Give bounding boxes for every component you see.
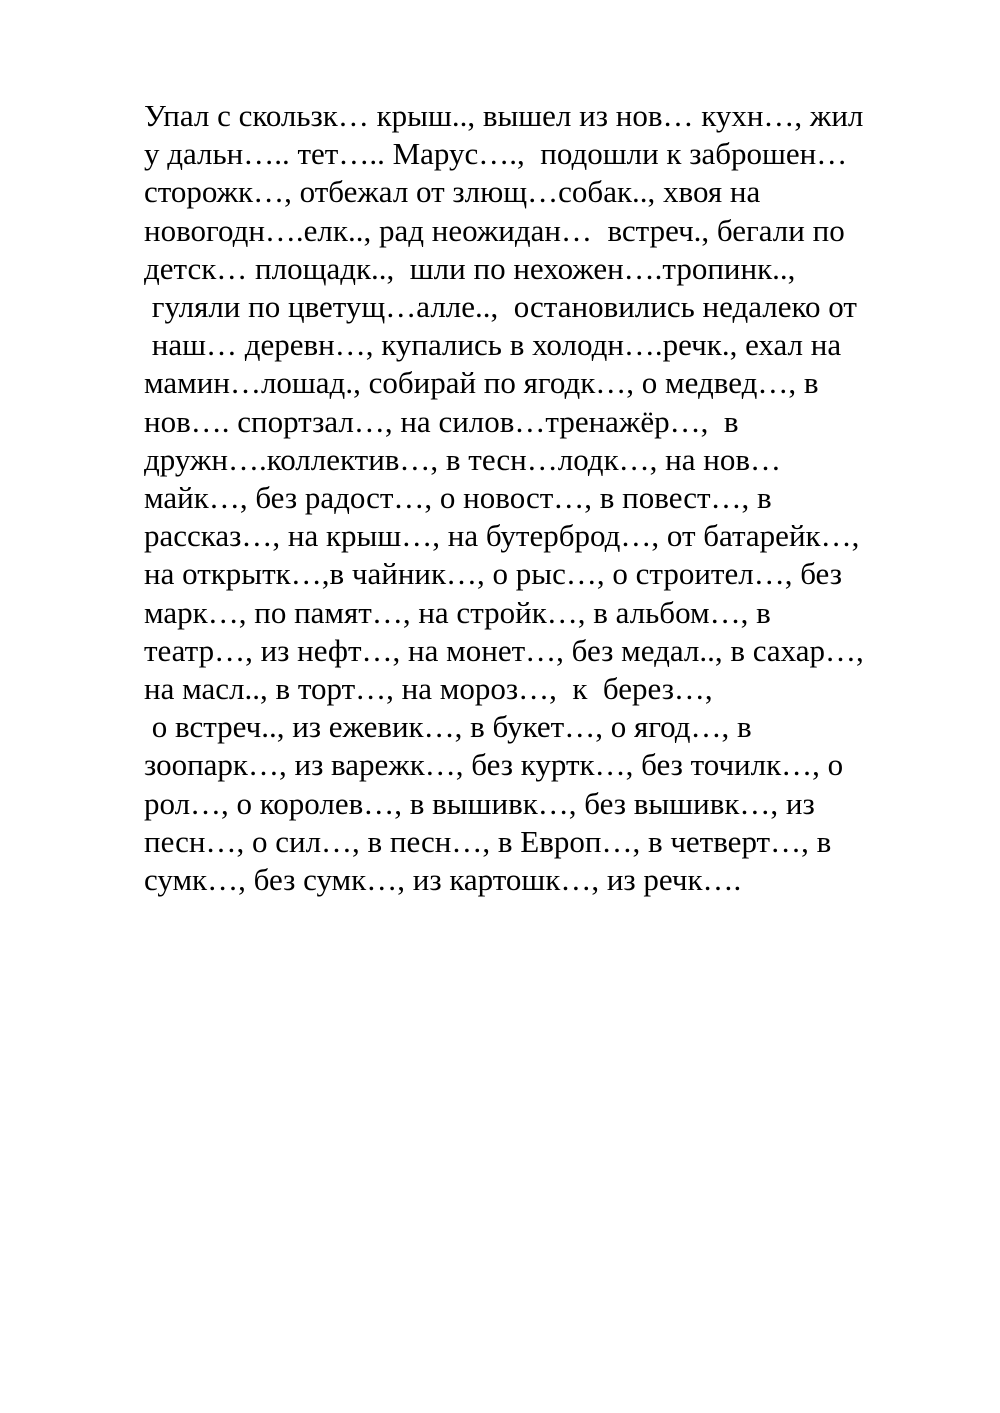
text-line: сумк…, без сумк…, из картошк…, из речк…. [144, 862, 742, 898]
text-line: зоопарк…, из варежк…, без куртк…, без точилк…, о [144, 747, 844, 783]
text-line: на масл.., в торт…, на мороз…, к берез…, [144, 671, 713, 707]
text-line: дружн….коллектив…, в тесн…лодк…, на нов… [144, 441, 781, 477]
text-line: песн…, о сил…, в песн…, в Европ…, в четверт…, в [144, 823, 832, 859]
text-line: театр…, из нефт…, на монет…, без медал.., в сахар…, [144, 632, 864, 668]
text-line: мамин…лошад., собирай по ягодк…, о медвед…, в [144, 365, 819, 401]
text-line: рол…, о королев…, в вышивк…, без вышивк…, из [144, 785, 815, 821]
text-line: гуляли по цветущ…алле.., остановились недалеко от [144, 289, 857, 325]
text-line: наш… деревн…, купались в холодн….речк., ехал на [144, 327, 842, 363]
text-line: рассказ…, на крыш…, на бутерброд…, от батарейк…, [144, 518, 860, 554]
text-line: нов…. спортзал…, на силов…тренажёр…, в [144, 403, 739, 439]
text-line: майк…, без радост…, о новост…, в повест…, в [144, 480, 772, 516]
text-line: на открытк…,в чайник…, о рыс…, о строител…, без [144, 556, 842, 592]
text-line: новогодн….елк.., рад неожидан… встреч., бегали по [144, 212, 845, 248]
text-line: марк…, по памят…, на стройк…, в альбом…, в [144, 594, 771, 630]
text-line: Упал с скользк… крыш.., вышел из нов… кухн…, жил [144, 98, 864, 133]
text-line: сторожк…, отбежал от злющ…собак.., хвоя на [144, 174, 761, 210]
text-line: у дальн….. тет….. Марус…., подошли к заброшен… [144, 136, 848, 172]
exercise-text [144, 97, 964, 899]
text-line: детск… площадк.., шли по нехожен….тропинк.., [144, 250, 796, 286]
text-line: о встреч.., из ежевик…, в букет…, о ягод…, в [144, 709, 752, 745]
